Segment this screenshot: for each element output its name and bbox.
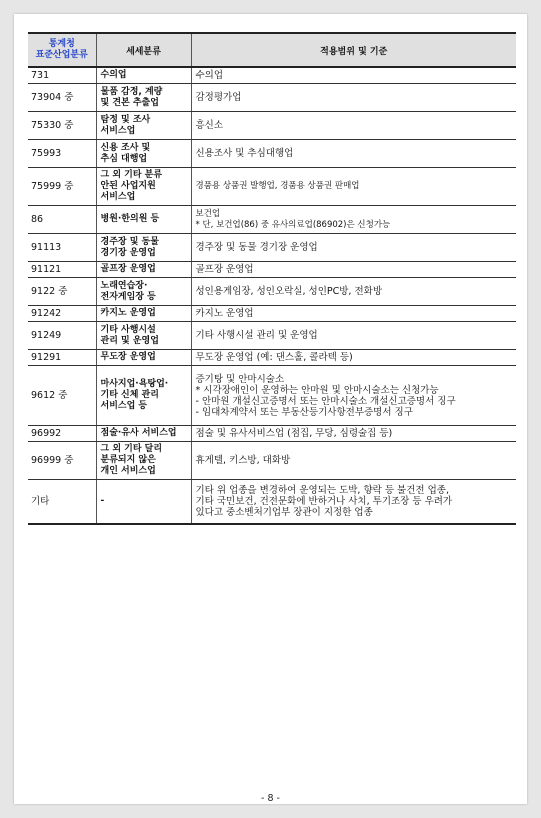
table-row [28, 322, 516, 350]
subclass-name-cell [96, 140, 191, 168]
subclass-name-line: 점술·유사 서비스업 [100, 428, 177, 438]
scope-cell [191, 366, 516, 426]
scope-cell [191, 234, 516, 262]
scope-cell [191, 112, 516, 140]
scope-line: 휴게텔, 키스방, 대화방 [195, 455, 291, 466]
scope-line: 보건업 [195, 208, 221, 219]
table-row [28, 366, 516, 426]
table-row [28, 140, 516, 168]
scope-cell [191, 480, 516, 524]
scope-cell [191, 306, 516, 322]
table-row [28, 480, 516, 524]
subclass-name-line: 경기장 운영업 [100, 247, 156, 258]
industry-code-cell: 86 [28, 206, 96, 234]
table-row [28, 67, 516, 84]
subclass-name-line: 서비스업 등 [100, 401, 148, 411]
subclass-name-cell [96, 234, 191, 262]
subclass-name-line: 개인 서비스업 [100, 466, 156, 476]
document-page [14, 14, 527, 804]
scope-cell [191, 140, 516, 168]
subclass-name-line: 전자게임장 등 [100, 291, 156, 302]
subclass-name-line: - [100, 495, 105, 506]
industry-code-cell: 91121 [28, 262, 96, 278]
table-row [28, 112, 516, 140]
scope-cell [191, 322, 516, 350]
subclass-name-line: 그 외 기타 달리 [100, 444, 163, 454]
subclass-name-line: 및 견본 추출업 [100, 97, 159, 108]
subclass-name-cell [96, 366, 191, 426]
subclass-name-cell [96, 112, 191, 140]
scope-cell [191, 278, 516, 306]
header-scope: 적용범위 및 기준 [191, 33, 516, 67]
scope-line: - 안마원 개설신고증명서 또는 안마시술소 개설신고증명서 징구 [195, 395, 456, 407]
subclass-name-line: 병원·한의원 등 [100, 214, 160, 224]
scope-line: - 임대차계약서 또는 부동산등기사항전부증명서 징구 [195, 406, 413, 418]
scope-cell [191, 350, 516, 366]
subclass-name-cell [96, 168, 191, 206]
scope-line: 수의업 [195, 70, 224, 81]
industry-code-cell: 75993 [28, 140, 96, 168]
industry-code-cell: 75999 중 [28, 168, 96, 206]
table-row [28, 442, 516, 480]
scope-line: 증기탕 및 안마시술소 [195, 373, 285, 385]
table-row [28, 278, 516, 306]
scope-line: 골프장 운영업 [195, 264, 254, 275]
subclass-name-line: 마사지업·욕탕업· [100, 379, 169, 389]
scope-cell [191, 262, 516, 278]
subclass-name-line: 노래연습장· [100, 280, 148, 291]
scope-cell [191, 442, 516, 480]
table-header-row [28, 33, 516, 67]
scope-cell [191, 168, 516, 206]
subclass-name-cell [96, 84, 191, 112]
scope-line: 있다고 중소벤처기업부 장관이 지정한 업종 [195, 506, 373, 518]
scope-line: 카지노 운영업 [195, 308, 254, 319]
scope-cell [191, 426, 516, 442]
scope-line: * 단, 보건업(86) 중 유사의료업(86902)은 신청가능 [195, 219, 391, 230]
subclass-name-line: 서비스업 [100, 125, 136, 136]
header-classification: 통계청 표준산업분류 [28, 33, 96, 67]
table-row [28, 168, 516, 206]
scope-line: 무도장 운영업 (예: 댄스홀, 콜라텍 등) [195, 352, 353, 363]
scope-line: 기타 위 업종을 변경하여 운영되는 도박, 향락 등 불건전 업종, [195, 484, 449, 496]
scope-cell [191, 206, 516, 234]
table-row [28, 426, 516, 442]
scope-line: 경주장 및 동물 경기장 운영업 [195, 242, 318, 253]
subclass-name-cell [96, 426, 191, 442]
subclass-name-cell [96, 306, 191, 322]
scope-line: 신용조사 및 추심대행업 [195, 148, 294, 159]
scope-line: 기타 국민보건, 건전문화에 반하거나 사치, 투기조장 등 우려가 [195, 495, 453, 507]
scope-line: 경품용 상품권 발행업, 경품용 상품권 판매업 [195, 181, 360, 191]
subclass-name-line: 탐정 및 조사 [100, 114, 151, 125]
subclass-name-cell [96, 442, 191, 480]
industry-code-cell: 73904 중 [28, 84, 96, 112]
subclass-name-line: 그 외 기타 분류 [100, 170, 163, 180]
table-row [28, 262, 516, 278]
industry-code-cell: 91113 [28, 234, 96, 262]
industry-code-cell: 기타 [28, 480, 96, 524]
scope-cell [191, 67, 516, 84]
scope-line: 감정평가업 [195, 92, 242, 103]
subclass-name-cell [96, 67, 191, 84]
page-number: - 8 - [261, 793, 280, 804]
industry-code-cell: 91242 [28, 306, 96, 322]
scope-line: * 시각장애인이 운영하는 안마원 및 안마시술소는 신청가능 [195, 384, 439, 396]
scope-line: 흥신소 [195, 120, 224, 131]
subclass-name-line: 물품 감정, 계량 [100, 86, 163, 97]
subclass-name-cell [96, 350, 191, 366]
subclass-name-line: 골프장 운영업 [100, 264, 156, 274]
table-row [28, 350, 516, 366]
industry-code-cell: 91291 [28, 350, 96, 366]
subclass-name-line: 수의업 [100, 70, 127, 80]
subclass-name-line: 추심 대행업 [100, 153, 148, 164]
subclass-name-line: 기타 사행시설 [100, 324, 156, 335]
subclass-name-cell [96, 278, 191, 306]
table-row [28, 84, 516, 112]
industry-code-cell: 96999 중 [28, 442, 96, 480]
subclass-name-line: 관리 및 운영업 [100, 335, 159, 346]
subclass-name-cell [96, 262, 191, 278]
industry-code-cell: 91249 [28, 322, 96, 350]
scope-line: 성인용게임장, 성인오락실, 성인PC방, 전화방 [195, 286, 382, 297]
scope-line: 점술 및 유사서비스업 (점집, 무당, 심령술집 등) [195, 428, 393, 439]
subclass-name-line: 분류되지 않은 [100, 455, 156, 465]
industry-code-cell: 9612 중 [28, 366, 96, 426]
table-row [28, 234, 516, 262]
table-row [28, 306, 516, 322]
subclass-name-cell [96, 322, 191, 350]
subclass-name-line: 경주장 및 동물 [100, 236, 159, 247]
subclass-name-cell [96, 206, 191, 234]
industry-code-cell: 96992 [28, 426, 96, 442]
industry-code-cell: 731 [28, 67, 96, 84]
subclass-name-line: 서비스업 [100, 192, 136, 202]
subclass-name-line: 무도장 운영업 [100, 352, 156, 362]
subclass-name-line: 기타 신체 관리 [100, 390, 159, 400]
subclass-name-line: 신용 조사 및 [100, 142, 151, 153]
subclass-name-line: 카지노 운영업 [100, 308, 156, 318]
industry-code-cell: 75330 중 [28, 112, 96, 140]
subclass-name-line: 안된 사업지원 [100, 181, 156, 191]
subclass-name-cell [96, 480, 191, 524]
table-row [28, 206, 516, 234]
industry-code-cell: 9122 중 [28, 278, 96, 306]
header-subclass: 세세분류 [96, 33, 191, 67]
scope-line: 기타 사행시설 관리 및 운영업 [195, 330, 318, 341]
restricted-industry-table [28, 32, 516, 525]
scope-cell [191, 84, 516, 112]
